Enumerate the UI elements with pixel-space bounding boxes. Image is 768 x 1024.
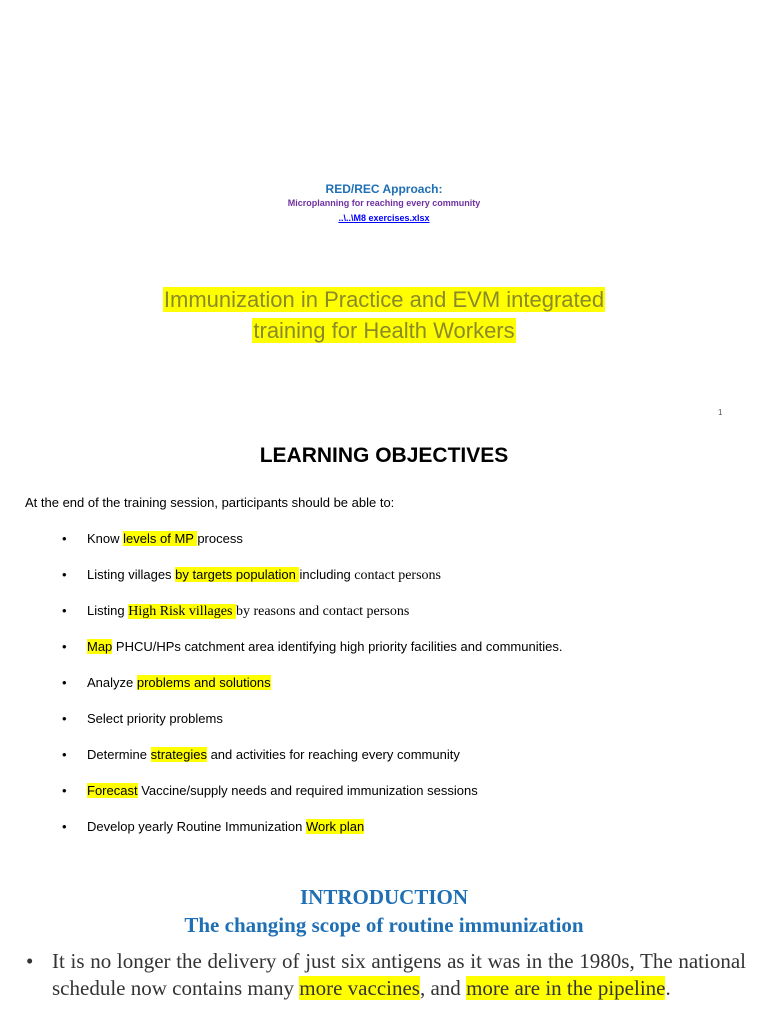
bullet: •: [62, 747, 67, 762]
objective-highlight: by targets population: [175, 567, 300, 582]
objective-text: including: [299, 567, 351, 582]
objectives-list: [62, 526, 562, 850]
intro-text-part: It is no longer the delivery of just six antigens as it was in the 1980s, The national schedule now contains many: [52, 949, 746, 1000]
objective-text: Vaccine/supply needs and required immunization sessions: [137, 783, 478, 798]
intro-highlight: more vaccines: [299, 976, 420, 1000]
objective-text: Listing villages: [87, 567, 176, 582]
objective-text: Know: [87, 531, 124, 546]
approach-title: RED/REC Approach:: [325, 182, 443, 196]
bullet: •: [62, 603, 67, 618]
intro-text-part: .: [665, 976, 671, 1000]
slide-learning-objectives: [0, 428, 768, 858]
objective-text: Select priority problems: [87, 711, 223, 726]
objective-highlight: strategies: [150, 747, 207, 762]
objective-text: Listing: [87, 603, 129, 618]
objective-text: contact persons: [350, 568, 441, 583]
introduction-title: INTRODUCTION: [299, 885, 469, 909]
introduction-text: [52, 948, 746, 1002]
objective-text: process: [197, 531, 243, 546]
introduction-bullet: [26, 948, 746, 1002]
objective-highlight: problems and solutions: [136, 675, 271, 690]
objective-text: Develop yearly Routine Immunization: [87, 819, 306, 834]
learning-objectives-intro: At the end of the training session, participants should be able to:: [25, 495, 395, 510]
list-item: [62, 562, 562, 598]
objective-highlight: Map: [87, 639, 113, 654]
list-item: [62, 670, 562, 706]
bullet: •: [62, 783, 67, 798]
objective-text: Determine: [87, 747, 151, 762]
learning-objectives-title: LEARNING OBJECTIVES: [259, 444, 509, 467]
objective-highlight: Work plan: [305, 819, 365, 834]
bullet: •: [26, 949, 34, 973]
objective-text: by reasons and contact persons: [235, 604, 410, 619]
training-title: [0, 284, 768, 346]
list-item: [62, 598, 562, 634]
list-item: [62, 814, 562, 850]
objective-text: and activities for reaching every community: [206, 747, 460, 762]
intro-highlight: more are in the pipeline: [466, 976, 666, 1000]
list-item: [62, 634, 562, 670]
objective-text: Analyze: [87, 675, 137, 690]
bullet: •: [62, 819, 67, 834]
objective-highlight: levels of MP: [123, 531, 198, 546]
training-title-line2: training for Health Workers: [253, 318, 515, 343]
slide-title: [0, 0, 768, 424]
list-item: [62, 778, 562, 814]
introduction-subtitle: The changing scope of routine immunization: [184, 913, 584, 937]
list-item: [62, 742, 562, 778]
bullet: •: [62, 639, 67, 654]
bullet: •: [62, 711, 67, 726]
exercises-file-link[interactable]: ..\..\M8 exercises.xlsx: [338, 213, 430, 223]
approach-subtitle: Microplanning for reaching every community: [287, 198, 481, 208]
list-item: [62, 706, 562, 742]
objective-text: PHCU/HPs catchment area identifying high priority facilities and communities.: [112, 639, 563, 654]
bullet: •: [62, 567, 67, 582]
list-item: [62, 526, 562, 562]
objective-highlight: Forecast: [87, 783, 138, 798]
bullet: •: [62, 675, 67, 690]
slide-introduction: [0, 858, 768, 1024]
training-title-line1: Immunization in Practice and EVM integrated: [163, 287, 605, 312]
bullet: •: [62, 531, 67, 546]
objective-highlight: High Risk villages: [128, 604, 236, 619]
intro-text-part: , and: [419, 976, 467, 1000]
page-number: 1: [718, 408, 723, 417]
